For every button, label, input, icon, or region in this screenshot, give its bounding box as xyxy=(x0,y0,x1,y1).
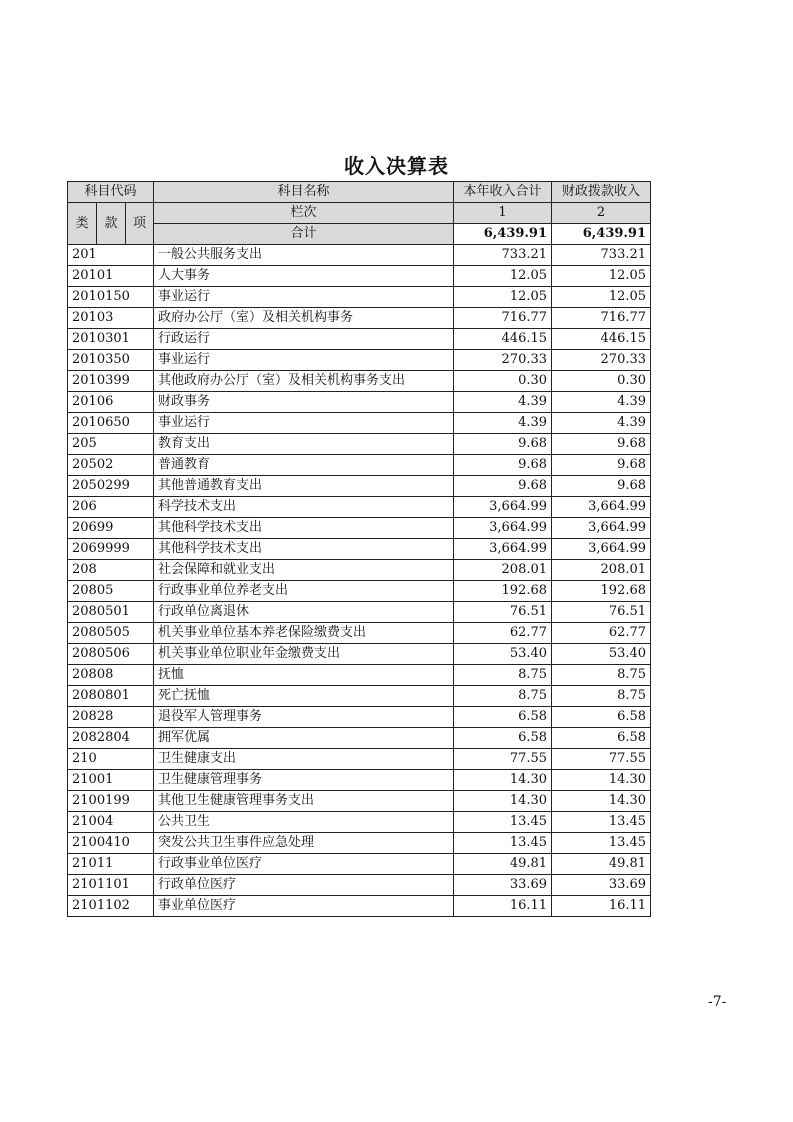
header-col1-no: 1 xyxy=(454,203,552,224)
table-row xyxy=(68,518,651,539)
row-col2: 6.58 xyxy=(552,728,651,749)
row-name: 一般公共服务支出 xyxy=(154,245,454,266)
header-lei: 类 xyxy=(68,203,97,245)
row-name: 行政事业单位医疗 xyxy=(154,854,454,875)
row-col1: 716.77 xyxy=(454,308,552,329)
row-code: 21004 xyxy=(68,812,154,833)
table-row xyxy=(68,896,651,917)
row-name: 退役军人管理事务 xyxy=(154,707,454,728)
row-name: 死亡抚恤 xyxy=(154,686,454,707)
row-name: 教育支出 xyxy=(154,434,454,455)
row-name: 拥军优属 xyxy=(154,728,454,749)
table-row xyxy=(68,308,651,329)
row-code: 206 xyxy=(68,497,154,518)
header-col1: 本年收入合计 xyxy=(454,182,552,203)
table-row xyxy=(68,833,651,854)
row-code: 208 xyxy=(68,560,154,581)
row-code: 20828 xyxy=(68,707,154,728)
table-row xyxy=(68,266,651,287)
row-col1: 14.30 xyxy=(454,770,552,791)
row-col2: 12.05 xyxy=(552,266,651,287)
row-code: 201 xyxy=(68,245,154,266)
row-col2: 446.15 xyxy=(552,329,651,350)
row-col2: 13.45 xyxy=(552,833,651,854)
row-name: 突发公共卫生事件应急处理 xyxy=(154,833,454,854)
row-col1: 446.15 xyxy=(454,329,552,350)
row-code: 2010350 xyxy=(68,350,154,371)
row-col2: 4.39 xyxy=(552,413,651,434)
table-row xyxy=(68,749,651,770)
row-col2: 16.11 xyxy=(552,896,651,917)
row-name: 行政运行 xyxy=(154,329,454,350)
row-name: 社会保障和就业支出 xyxy=(154,560,454,581)
row-col1: 49.81 xyxy=(454,854,552,875)
row-code: 2101101 xyxy=(68,875,154,896)
row-col2: 9.68 xyxy=(552,455,651,476)
total-col1: 6,439.91 xyxy=(454,224,552,245)
row-col1: 16.11 xyxy=(454,896,552,917)
row-code: 2101102 xyxy=(68,896,154,917)
row-name: 人大事务 xyxy=(154,266,454,287)
table-row xyxy=(68,287,651,308)
page-title: 收入决算表 xyxy=(344,154,449,178)
row-name: 行政单位医疗 xyxy=(154,875,454,896)
total-col2: 6,439.91 xyxy=(552,224,651,245)
row-code: 20502 xyxy=(68,455,154,476)
row-col2: 77.55 xyxy=(552,749,651,770)
row-code: 20101 xyxy=(68,266,154,287)
table-row xyxy=(68,329,651,350)
row-name: 事业运行 xyxy=(154,413,454,434)
row-col1: 9.68 xyxy=(454,476,552,497)
table-row xyxy=(68,245,651,266)
row-col1: 14.30 xyxy=(454,791,552,812)
row-col1: 4.39 xyxy=(454,392,552,413)
row-col2: 14.30 xyxy=(552,770,651,791)
row-col1: 4.39 xyxy=(454,413,552,434)
row-name: 卫生健康支出 xyxy=(154,749,454,770)
row-col2: 716.77 xyxy=(552,308,651,329)
table-row xyxy=(68,728,651,749)
row-col2: 14.30 xyxy=(552,791,651,812)
row-col1: 3,664.99 xyxy=(454,497,552,518)
row-col1: 12.05 xyxy=(454,266,552,287)
header-col2-no: 2 xyxy=(552,203,651,224)
row-col2: 8.75 xyxy=(552,665,651,686)
row-col1: 270.33 xyxy=(454,350,552,371)
row-code: 20103 xyxy=(68,308,154,329)
table-row xyxy=(68,413,651,434)
table-row xyxy=(68,539,651,560)
row-name: 公共卫生 xyxy=(154,812,454,833)
row-col2: 8.75 xyxy=(552,686,651,707)
header-lanci: 栏次 xyxy=(154,203,454,224)
row-name: 其他科学技术支出 xyxy=(154,518,454,539)
table-row xyxy=(68,392,651,413)
row-code: 2100199 xyxy=(68,791,154,812)
row-col1: 13.45 xyxy=(454,812,552,833)
header-name: 科目名称 xyxy=(154,182,454,203)
row-col1: 192.68 xyxy=(454,581,552,602)
row-col2: 192.68 xyxy=(552,581,651,602)
row-col2: 12.05 xyxy=(552,287,651,308)
row-code: 2069999 xyxy=(68,539,154,560)
row-col2: 53.40 xyxy=(552,644,651,665)
row-col2: 33.69 xyxy=(552,875,651,896)
row-code: 2080501 xyxy=(68,602,154,623)
row-col2: 76.51 xyxy=(552,602,651,623)
row-code: 2080505 xyxy=(68,623,154,644)
row-col2: 3,664.99 xyxy=(552,539,651,560)
table-row xyxy=(68,791,651,812)
income-statement-table xyxy=(67,181,651,917)
table-row xyxy=(68,854,651,875)
row-col1: 0.30 xyxy=(454,371,552,392)
row-col1: 208.01 xyxy=(454,560,552,581)
row-col1: 9.68 xyxy=(454,434,552,455)
table-row xyxy=(68,665,651,686)
row-name: 其他普通教育支出 xyxy=(154,476,454,497)
row-name: 财政事务 xyxy=(154,392,454,413)
row-code: 210 xyxy=(68,749,154,770)
total-row xyxy=(68,224,651,245)
row-col2: 62.77 xyxy=(552,623,651,644)
total-label: 合计 xyxy=(154,224,454,245)
table-row xyxy=(68,644,651,665)
row-name: 事业运行 xyxy=(154,287,454,308)
row-col2: 9.68 xyxy=(552,476,651,497)
row-col2: 49.81 xyxy=(552,854,651,875)
row-name: 其他政府办公厅（室）及相关机构事务支出 xyxy=(154,371,454,392)
row-name: 抚恤 xyxy=(154,665,454,686)
row-col1: 77.55 xyxy=(454,749,552,770)
table-row xyxy=(68,581,651,602)
row-col2: 3,664.99 xyxy=(552,518,651,539)
row-code: 20808 xyxy=(68,665,154,686)
table-row xyxy=(68,623,651,644)
row-code: 2050299 xyxy=(68,476,154,497)
header-code: 科目代码 xyxy=(68,182,154,203)
row-code: 2082804 xyxy=(68,728,154,749)
header-kuan: 款 xyxy=(97,203,126,245)
table-row xyxy=(68,350,651,371)
row-col2: 13.45 xyxy=(552,812,651,833)
row-code: 2080801 xyxy=(68,686,154,707)
table-row xyxy=(68,455,651,476)
row-code: 2010301 xyxy=(68,329,154,350)
row-col2: 0.30 xyxy=(552,371,651,392)
row-code: 2010399 xyxy=(68,371,154,392)
row-col1: 13.45 xyxy=(454,833,552,854)
row-col1: 53.40 xyxy=(454,644,552,665)
row-col1: 8.75 xyxy=(454,665,552,686)
row-code: 20106 xyxy=(68,392,154,413)
row-col1: 6.58 xyxy=(454,728,552,749)
row-name: 普通教育 xyxy=(154,455,454,476)
row-col2: 733.21 xyxy=(552,245,651,266)
row-col1: 9.68 xyxy=(454,455,552,476)
row-code: 21011 xyxy=(68,854,154,875)
row-name: 事业运行 xyxy=(154,350,454,371)
table-row xyxy=(68,434,651,455)
header-col2: 财政拨款收入 xyxy=(552,182,651,203)
row-col1: 733.21 xyxy=(454,245,552,266)
row-code: 2010150 xyxy=(68,287,154,308)
row-col1: 12.05 xyxy=(454,287,552,308)
table-row xyxy=(68,371,651,392)
row-col2: 9.68 xyxy=(552,434,651,455)
row-name: 机关事业单位基本养老保险缴费支出 xyxy=(154,623,454,644)
row-col2: 208.01 xyxy=(552,560,651,581)
row-name: 其他科学技术支出 xyxy=(154,539,454,560)
table-row xyxy=(68,497,651,518)
table-row xyxy=(68,812,651,833)
row-col1: 6.58 xyxy=(454,707,552,728)
row-col2: 4.39 xyxy=(552,392,651,413)
row-col1: 62.77 xyxy=(454,623,552,644)
row-name: 科学技术支出 xyxy=(154,497,454,518)
row-col1: 76.51 xyxy=(454,602,552,623)
lanci-row xyxy=(68,203,651,224)
row-col2: 270.33 xyxy=(552,350,651,371)
table-row xyxy=(68,707,651,728)
row-code: 2010650 xyxy=(68,413,154,434)
row-name: 事业单位医疗 xyxy=(154,896,454,917)
row-code: 2100410 xyxy=(68,833,154,854)
header-row xyxy=(68,182,651,203)
row-name: 政府办公厅（室）及相关机构事务 xyxy=(154,308,454,329)
row-col2: 6.58 xyxy=(552,707,651,728)
table-row xyxy=(68,875,651,896)
table-row xyxy=(68,560,651,581)
table-row xyxy=(68,770,651,791)
row-name: 行政单位离退休 xyxy=(154,602,454,623)
row-name: 其他卫生健康管理事务支出 xyxy=(154,791,454,812)
row-code: 21001 xyxy=(68,770,154,791)
header-xiang: 项 xyxy=(126,203,154,245)
row-col1: 3,664.99 xyxy=(454,539,552,560)
table-row xyxy=(68,686,651,707)
row-name: 行政事业单位养老支出 xyxy=(154,581,454,602)
row-col1: 3,664.99 xyxy=(454,518,552,539)
row-col1: 33.69 xyxy=(454,875,552,896)
row-code: 20699 xyxy=(68,518,154,539)
row-code: 20805 xyxy=(68,581,154,602)
row-col1: 8.75 xyxy=(454,686,552,707)
table-row xyxy=(68,602,651,623)
table-row xyxy=(68,476,651,497)
row-code: 2080506 xyxy=(68,644,154,665)
row-name: 机关事业单位职业年金缴费支出 xyxy=(154,644,454,665)
row-code: 205 xyxy=(68,434,154,455)
page-number: -7- xyxy=(708,994,727,1010)
row-name: 卫生健康管理事务 xyxy=(154,770,454,791)
row-col2: 3,664.99 xyxy=(552,497,651,518)
